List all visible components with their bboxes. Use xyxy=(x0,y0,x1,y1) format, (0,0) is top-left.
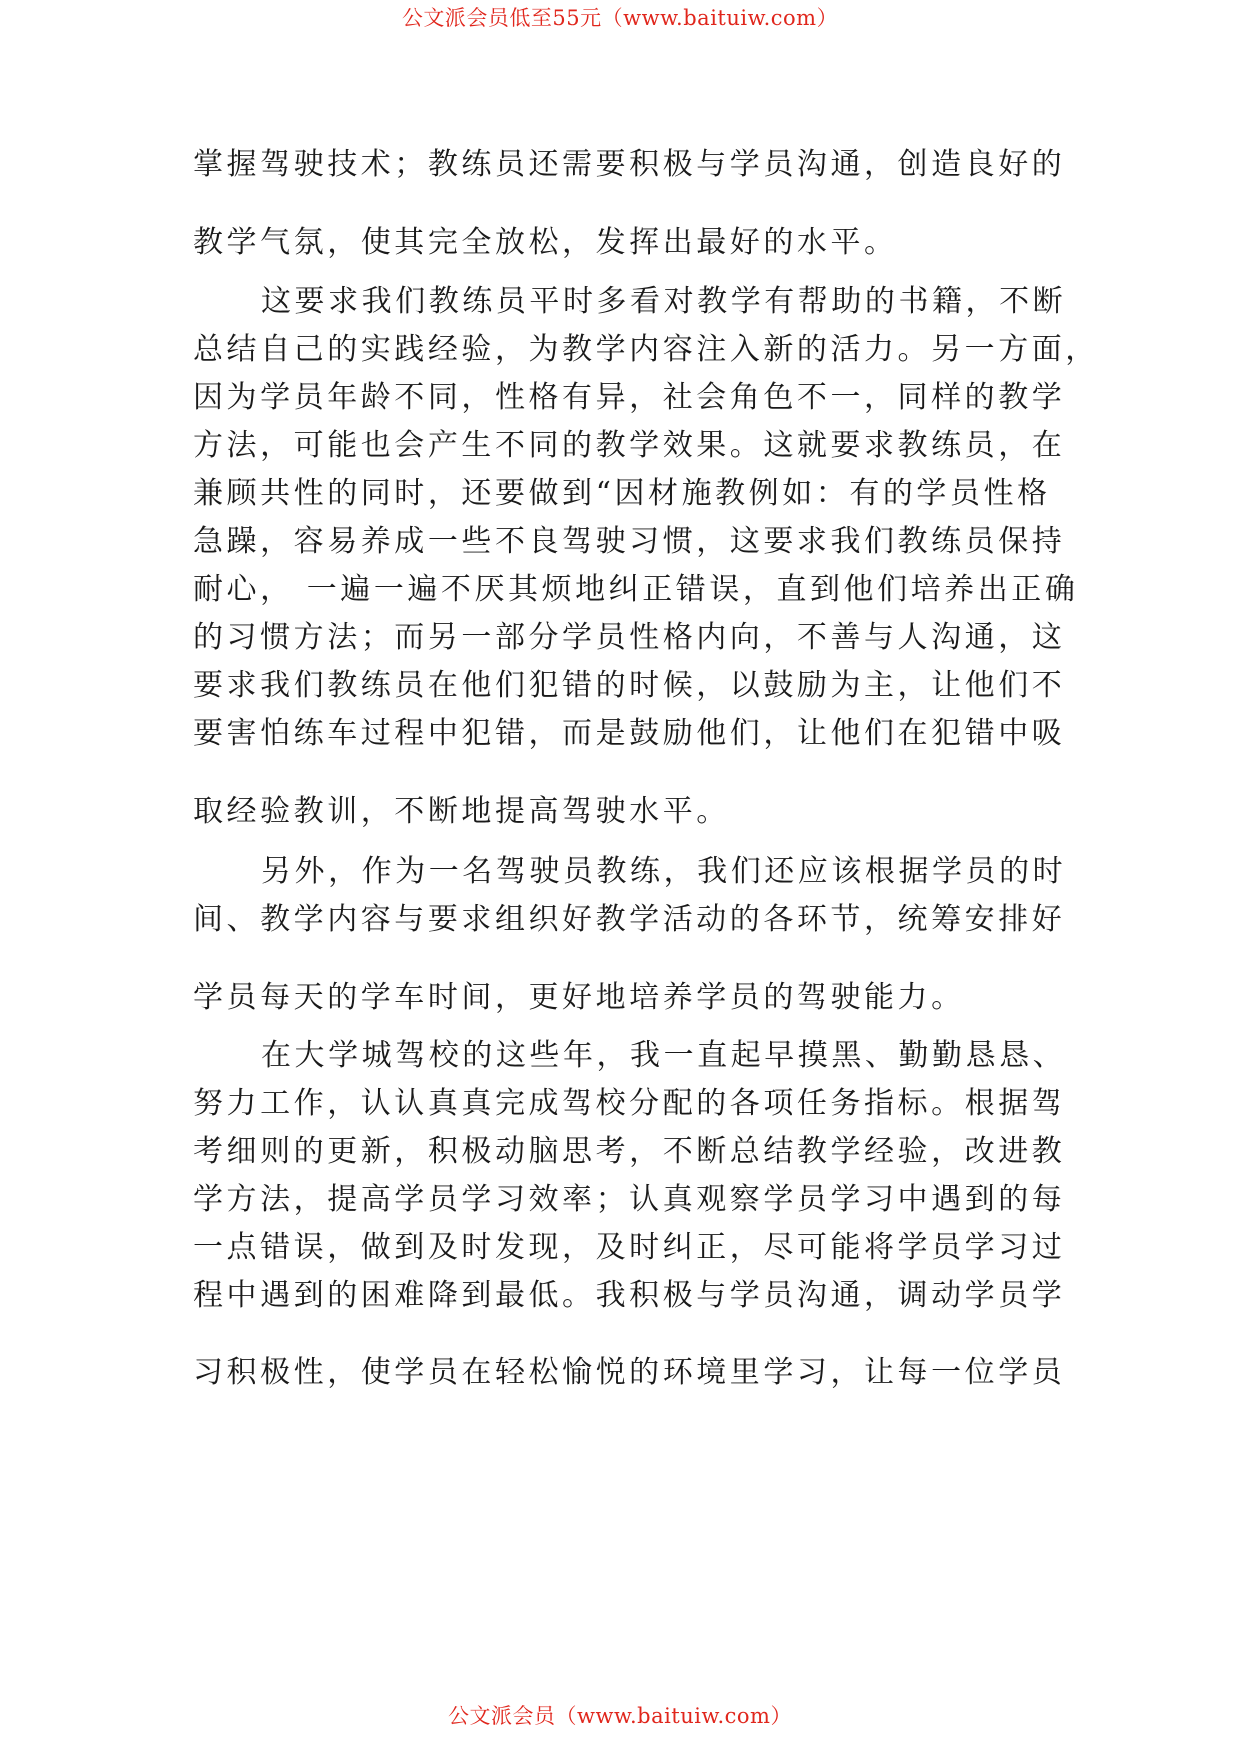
text-line: 掌握驾驶技术；教练员还需要积极与学员沟通，创造良好的 xyxy=(193,147,1066,182)
text-line: 总结自己的实践经验，为教学内容注入新的活力。另一方面， xyxy=(193,332,1099,367)
text-line: 的习惯方法；而另一部分学员性格内向，不善与人沟通，这 xyxy=(193,620,1066,655)
text-line: 耐心， 一遍一遍不厌其烦地纠正错误，直到他们培养出正确 xyxy=(193,572,1079,607)
text-line: 考细则的更新，积极动脑思考，不断总结教学经验，改进教 xyxy=(193,1134,1066,1169)
text-line: 教学气氛，使其完全放松，发挥出最好的水平。 xyxy=(193,225,898,260)
text-line: 一点错误，做到及时发现，及时纠正，尽可能将学员学习过 xyxy=(193,1230,1066,1265)
text-line: 急躁，容易养成一些不良驾驶习惯，这要求我们教练员保持 xyxy=(193,524,1066,559)
text-line: 努力工作，认认真真完成驾校分配的各项任务指标。根据驾 xyxy=(193,1086,1066,1121)
text-line: 另外，作为一名驾驶员教练，我们还应该根据学员的时 xyxy=(261,854,1067,889)
text-line: 取经验教训，不断地提高驾驶水平。 xyxy=(193,794,730,829)
header-watermark: 公文派会员低至55元（www.baituiw.com） xyxy=(401,6,839,30)
text-line: 间、教学内容与要求组织好教学活动的各环节，统筹安排好 xyxy=(193,902,1066,937)
text-line: 要害怕练车过程中犯错，而是鼓励他们，让他们在犯错中吸 xyxy=(193,716,1066,751)
text-line: 习积极性，使学员在轻松愉悦的环境里学习，让每一位学员 xyxy=(193,1355,1066,1390)
text-line: 兼顾共性的同时，还要做到“因材施教例如：有的学员性格 xyxy=(193,476,1051,511)
text-line: 程中遇到的困难降到最低。我积极与学员沟通，调动学员学 xyxy=(193,1278,1066,1313)
footer-watermark: 公文派会员（www.baituiw.com） xyxy=(448,1704,792,1728)
text-line: 学方法，提高学员学习效率；认真观察学员学习中遇到的每 xyxy=(193,1182,1066,1217)
text-line: 这要求我们教练员平时多看对教学有帮助的书籍，不断 xyxy=(261,284,1067,319)
text-line: 方法，可能也会产生不同的教学效果。这就要求教练员，在 xyxy=(193,428,1066,463)
text-line: 学员每天的学车时间，更好地培养学员的驾驶能力。 xyxy=(193,980,965,1015)
text-line: 要求我们教练员在他们犯错的时候，以鼓励为主，让他们不 xyxy=(193,668,1066,703)
text-line: 因为学员年龄不同，性格有异，社会角色不一，同样的教学 xyxy=(193,380,1066,415)
text-line: 在大学城驾校的这些年，我一直起早摸黑、勤勤恳恳、 xyxy=(261,1038,1067,1073)
